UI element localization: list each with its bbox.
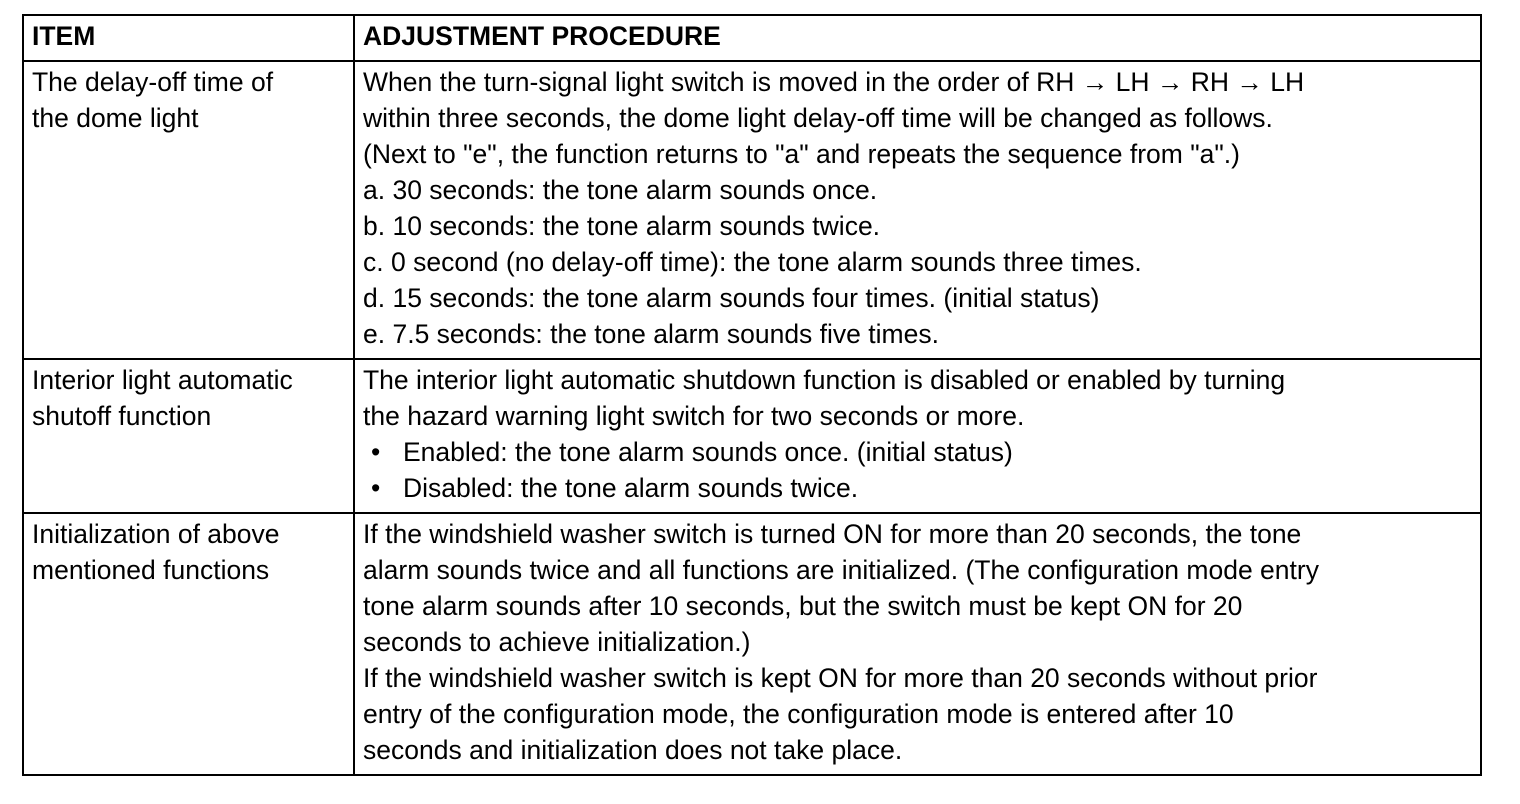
procedure-cell (354, 359, 1481, 513)
item-cell (23, 513, 354, 775)
item-text-line: The delay-off time of (32, 67, 274, 97)
item-text-line: Interior light automatic (32, 365, 293, 395)
table-row (23, 61, 1481, 359)
procedure-list-item: d. 15 seconds: the tone alarm sounds four times. (initial status) (363, 283, 1100, 313)
procedure-text-line: If the windshield washer switch is turned ON for more than 20 seconds, the tone (363, 519, 1302, 549)
item-text-line: mentioned functions (32, 555, 270, 585)
item-column-header: ITEM (23, 15, 354, 61)
item-cell (23, 61, 354, 359)
procedure-text-line: (Next to "e", the function returns to "a" and repeats the sequence from "a".) (363, 139, 1240, 169)
procedure-list-item: e. 7.5 seconds: the tone alarm sounds five times. (363, 319, 939, 349)
procedure-text-line: If the windshield washer switch is kept ON for more than 20 seconds without prior (363, 663, 1318, 693)
procedure-list-item: c. 0 second (no delay-off time): the tone alarm sounds three times. (363, 247, 1142, 277)
item-text-line: Initialization of above (32, 519, 280, 549)
table-header-row (23, 15, 1481, 61)
item-text-line: the dome light (32, 103, 199, 133)
table-row (23, 359, 1481, 513)
bullet-text: Disabled: the tone alarm sounds twice. (403, 473, 859, 503)
bullet-list-item (363, 434, 1472, 470)
procedure-text-line: entry of the configuration mode, the configuration mode is entered after 10 (363, 699, 1234, 729)
procedure-text-line: seconds and initialization does not take place. (363, 735, 903, 765)
procedure-text-line: within three seconds, the dome light delay-off time will be changed as follows. (363, 103, 1273, 133)
table-row (23, 513, 1481, 775)
procedure-cell (354, 61, 1481, 359)
item-cell (23, 359, 354, 513)
adjustment-procedure-table (22, 14, 1482, 776)
procedure-cell (354, 513, 1481, 775)
procedure-list-item: b. 10 seconds: the tone alarm sounds twice. (363, 211, 881, 241)
procedure-text-line: When the turn-signal light switch is moved in the order of RH → LH → RH → LH (363, 67, 1305, 97)
item-text-line: shutoff function (32, 401, 212, 431)
bullet-text: Enabled: the tone alarm sounds once. (initial status) (403, 437, 1013, 467)
procedure-text-line: The interior light automatic shutdown function is disabled or enabled by turning (363, 365, 1286, 395)
procedure-column-header: ADJUSTMENT PROCEDURE (354, 15, 1481, 61)
procedure-text-line: tone alarm sounds after 10 seconds, but the switch must be kept ON for 20 (363, 591, 1243, 621)
bullet-icon: • (371, 437, 381, 467)
procedure-text-line: alarm sounds twice and all functions are initialized. (The configuration mode entry (363, 555, 1319, 585)
bullet-list-item (363, 470, 1472, 506)
procedure-text-line: the hazard warning light switch for two seconds or more. (363, 401, 1025, 431)
procedure-list-item: a. 30 seconds: the tone alarm sounds once. (363, 175, 878, 205)
bullet-icon: • (371, 473, 381, 503)
procedure-text-line: seconds to achieve initialization.) (363, 627, 751, 657)
